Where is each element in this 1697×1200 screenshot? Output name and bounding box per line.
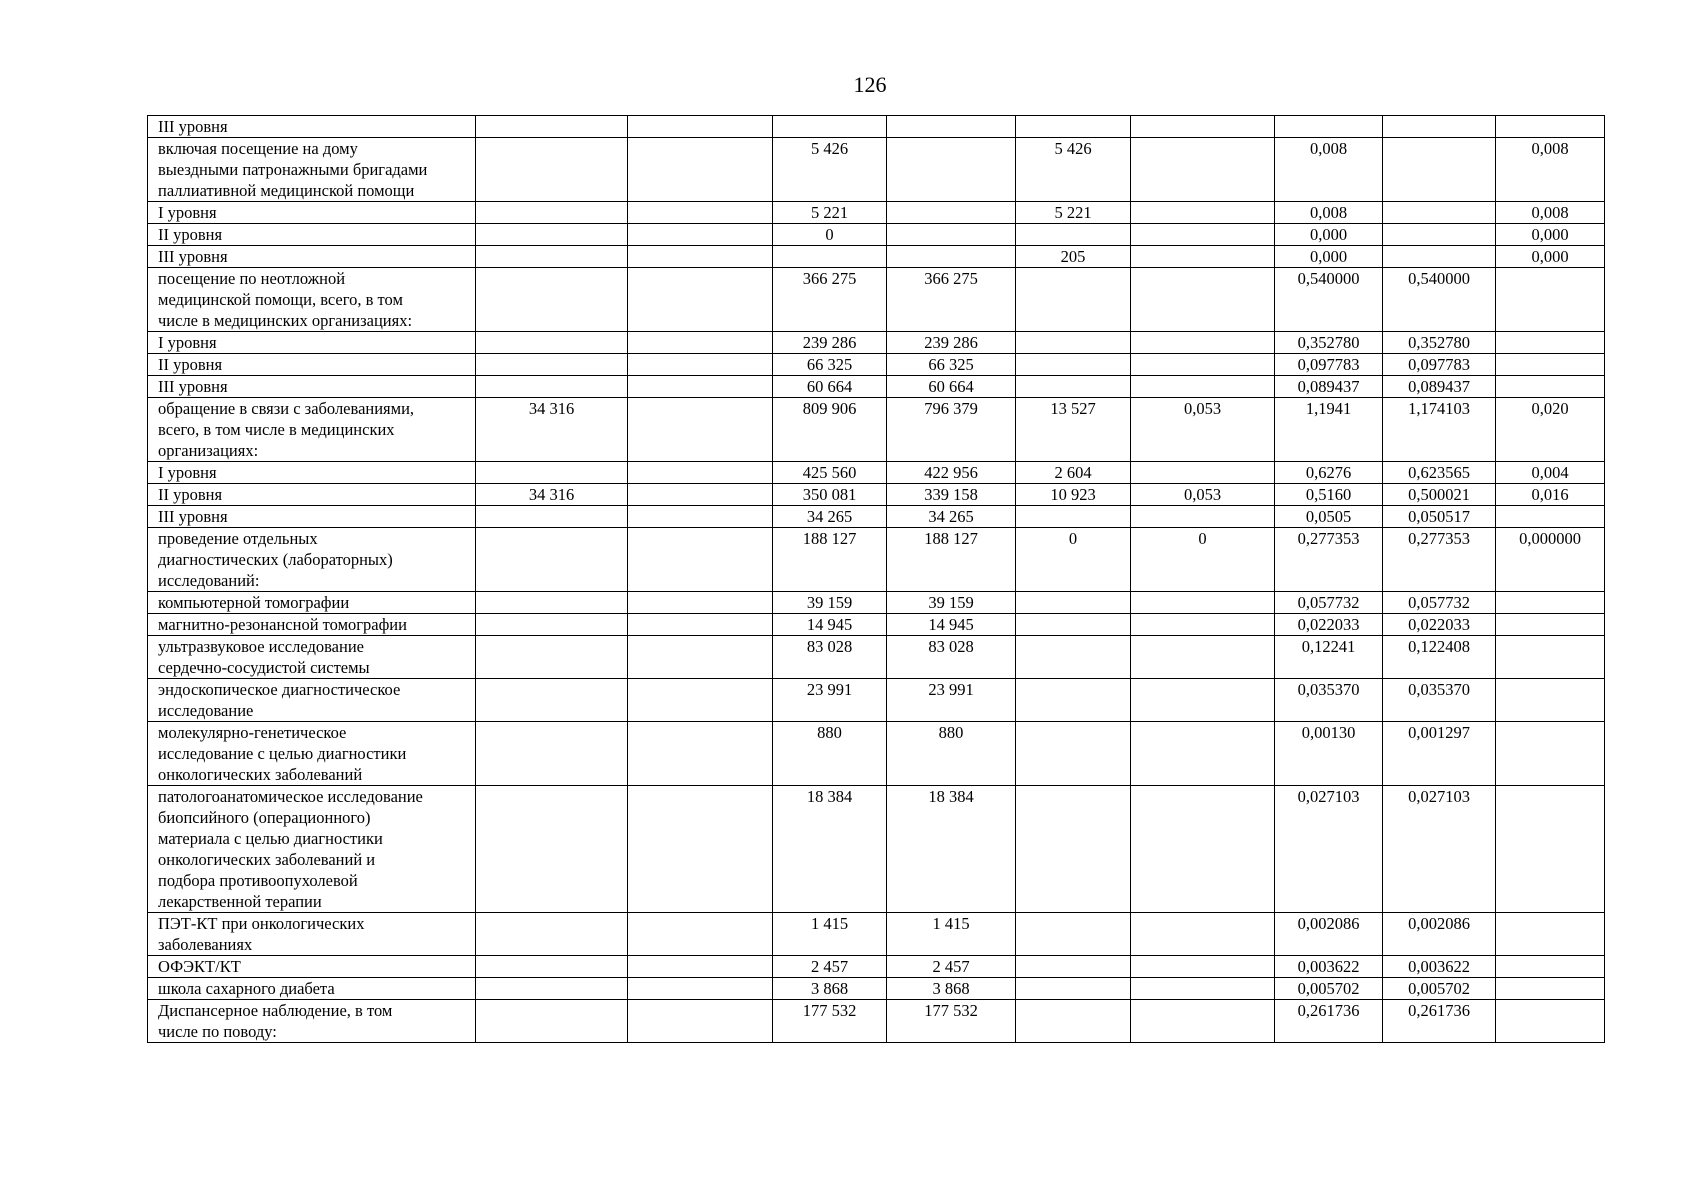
value-cell-col7: [1131, 786, 1275, 913]
value-cell-col4: 3 868: [773, 978, 887, 1000]
value-cell-col8: 0,00130: [1275, 722, 1383, 786]
value-cell-col9: 0,261736: [1383, 1000, 1496, 1043]
value-cell-col5: 18 384: [887, 786, 1016, 913]
value-cell-col10: [1496, 722, 1605, 786]
value-cell-col10: 0,004: [1496, 462, 1605, 484]
value-cell-col7: [1131, 332, 1275, 354]
value-cell-col6: [1016, 636, 1131, 679]
row-label: включая посещение на дому выездными патронажными бригадами паллиативной медицинской помощи: [148, 138, 476, 202]
value-cell-col4: 66 325: [773, 354, 887, 376]
row-label: посещение по неотложной медицинской помощи, всего, в том числе в медицинских организациях:: [148, 268, 476, 332]
value-cell-col2: [476, 592, 628, 614]
row-label: I уровня: [148, 202, 476, 224]
value-cell-col3: [628, 224, 773, 246]
row-label: II уровня: [148, 354, 476, 376]
row-label: Диспансерное наблюдение, в том числе по поводу:: [148, 1000, 476, 1043]
table-row: [148, 202, 1605, 224]
value-cell-col9: 0,500021: [1383, 484, 1496, 506]
value-cell-col8: [1275, 116, 1383, 138]
row-label: ПЭТ-КТ при онкологических заболеваниях: [148, 913, 476, 956]
table-row: [148, 636, 1605, 679]
value-cell-col8: 0,277353: [1275, 528, 1383, 592]
value-cell-col6: [1016, 332, 1131, 354]
value-cell-col7: [1131, 1000, 1275, 1043]
value-cell-col8: 0,022033: [1275, 614, 1383, 636]
value-cell-col7: [1131, 614, 1275, 636]
value-cell-col6: [1016, 268, 1131, 332]
row-label: компьютерной томографии: [148, 592, 476, 614]
value-cell-col4: 239 286: [773, 332, 887, 354]
value-cell-col5: 796 379: [887, 398, 1016, 462]
value-cell-col9: [1383, 224, 1496, 246]
value-cell-col8: 0,035370: [1275, 679, 1383, 722]
value-cell-col9: 0,057732: [1383, 592, 1496, 614]
value-cell-col9: [1383, 246, 1496, 268]
value-cell-col2: [476, 138, 628, 202]
value-cell-col6: [1016, 592, 1131, 614]
table-row: [148, 224, 1605, 246]
value-cell-col4: 34 265: [773, 506, 887, 528]
value-cell-col8: 0,003622: [1275, 956, 1383, 978]
row-label: III уровня: [148, 376, 476, 398]
value-cell-col5: 23 991: [887, 679, 1016, 722]
value-cell-col9: 0,001297: [1383, 722, 1496, 786]
table-row: [148, 246, 1605, 268]
value-cell-col9: 0,352780: [1383, 332, 1496, 354]
value-cell-col3: [628, 376, 773, 398]
value-cell-col3: [628, 506, 773, 528]
value-cell-col3: [628, 332, 773, 354]
value-cell-col5: 2 457: [887, 956, 1016, 978]
value-cell-col5: 60 664: [887, 376, 1016, 398]
value-cell-col2: [476, 332, 628, 354]
value-cell-col5: 83 028: [887, 636, 1016, 679]
value-cell-col5: 422 956: [887, 462, 1016, 484]
value-cell-col2: [476, 679, 628, 722]
value-cell-col4: 188 127: [773, 528, 887, 592]
value-cell-col4: 60 664: [773, 376, 887, 398]
value-cell-col6: [1016, 978, 1131, 1000]
value-cell-col7: [1131, 636, 1275, 679]
value-cell-col2: [476, 224, 628, 246]
table-row: [148, 614, 1605, 636]
value-cell-col8: 0,540000: [1275, 268, 1383, 332]
value-cell-col9: 0,089437: [1383, 376, 1496, 398]
value-cell-col3: [628, 138, 773, 202]
row-label: школа сахарного диабета: [148, 978, 476, 1000]
value-cell-col3: [628, 116, 773, 138]
value-cell-col2: 34 316: [476, 484, 628, 506]
table-row: [148, 462, 1605, 484]
value-cell-col7: [1131, 138, 1275, 202]
value-cell-col6: [1016, 116, 1131, 138]
value-cell-col8: 0,008: [1275, 202, 1383, 224]
value-cell-col5: 3 868: [887, 978, 1016, 1000]
value-cell-col4: 0: [773, 224, 887, 246]
table-row: [148, 786, 1605, 913]
row-label: проведение отдельных диагностических (лабораторных) исследований:: [148, 528, 476, 592]
value-cell-col6: [1016, 506, 1131, 528]
value-cell-col3: [628, 202, 773, 224]
value-cell-col3: [628, 592, 773, 614]
value-cell-col2: [476, 913, 628, 956]
value-cell-col8: 0,002086: [1275, 913, 1383, 956]
table-row: [148, 528, 1605, 592]
value-cell-col5: [887, 246, 1016, 268]
value-cell-col2: [476, 636, 628, 679]
value-cell-col10: 0,000000: [1496, 528, 1605, 592]
row-label: обращение в связи с заболеваниями, всего, в том числе в медицинских организациях:: [148, 398, 476, 462]
value-cell-col4: 177 532: [773, 1000, 887, 1043]
value-cell-col10: [1496, 956, 1605, 978]
value-cell-col2: [476, 614, 628, 636]
value-cell-col5: 239 286: [887, 332, 1016, 354]
value-cell-col8: 0,008: [1275, 138, 1383, 202]
value-cell-col10: [1496, 614, 1605, 636]
row-label: III уровня: [148, 246, 476, 268]
value-cell-col7: [1131, 956, 1275, 978]
value-cell-col9: 0,002086: [1383, 913, 1496, 956]
value-cell-col5: 188 127: [887, 528, 1016, 592]
value-cell-col3: [628, 679, 773, 722]
value-cell-col3: [628, 978, 773, 1000]
value-cell-col10: [1496, 268, 1605, 332]
value-cell-col6: [1016, 913, 1131, 956]
value-cell-col10: [1496, 636, 1605, 679]
value-cell-col10: [1496, 332, 1605, 354]
value-cell-col4: 1 415: [773, 913, 887, 956]
value-cell-col2: [476, 506, 628, 528]
value-cell-col2: [476, 354, 628, 376]
value-cell-col4: 5 426: [773, 138, 887, 202]
value-cell-col10: [1496, 978, 1605, 1000]
value-cell-col9: 0,097783: [1383, 354, 1496, 376]
value-cell-col3: [628, 1000, 773, 1043]
value-cell-col3: [628, 398, 773, 462]
value-cell-col5: [887, 138, 1016, 202]
value-cell-col7: [1131, 592, 1275, 614]
value-cell-col9: 1,174103: [1383, 398, 1496, 462]
value-cell-col2: [476, 722, 628, 786]
value-cell-col4: 83 028: [773, 636, 887, 679]
value-cell-col7: [1131, 462, 1275, 484]
value-cell-col5: 177 532: [887, 1000, 1016, 1043]
value-cell-col10: [1496, 1000, 1605, 1043]
value-cell-col6: [1016, 614, 1131, 636]
value-cell-col3: [628, 786, 773, 913]
value-cell-col5: 366 275: [887, 268, 1016, 332]
value-cell-col5: [887, 202, 1016, 224]
table-row: [148, 1000, 1605, 1043]
value-cell-col7: [1131, 202, 1275, 224]
row-label: II уровня: [148, 224, 476, 246]
value-cell-col6: 5 426: [1016, 138, 1131, 202]
value-cell-col6: 2 604: [1016, 462, 1131, 484]
value-cell-col2: [476, 528, 628, 592]
value-cell-col7: [1131, 679, 1275, 722]
row-label: эндоскопическое диагностическое исследование: [148, 679, 476, 722]
value-cell-col10: [1496, 116, 1605, 138]
value-cell-col5: 34 265: [887, 506, 1016, 528]
value-cell-col10: [1496, 354, 1605, 376]
value-cell-col10: [1496, 592, 1605, 614]
table-row: [148, 956, 1605, 978]
value-cell-col4: 809 906: [773, 398, 887, 462]
value-cell-col3: [628, 528, 773, 592]
value-cell-col5: 66 325: [887, 354, 1016, 376]
table-row: [148, 722, 1605, 786]
value-cell-col9: 0,277353: [1383, 528, 1496, 592]
value-cell-col10: 0,008: [1496, 138, 1605, 202]
table-row: [148, 332, 1605, 354]
value-cell-col8: 0,5160: [1275, 484, 1383, 506]
value-cell-col8: 0,097783: [1275, 354, 1383, 376]
table-row: [148, 268, 1605, 332]
value-cell-col6: 0: [1016, 528, 1131, 592]
value-cell-col4: 18 384: [773, 786, 887, 913]
row-label: ОФЭКТ/КТ: [148, 956, 476, 978]
value-cell-col10: 0,000: [1496, 246, 1605, 268]
value-cell-col4: [773, 246, 887, 268]
value-cell-col6: [1016, 679, 1131, 722]
value-cell-col7: 0: [1131, 528, 1275, 592]
value-cell-col3: [628, 614, 773, 636]
value-cell-col7: [1131, 354, 1275, 376]
value-cell-col6: [1016, 786, 1131, 913]
value-cell-col8: 1,1941: [1275, 398, 1383, 462]
value-cell-col8: 0,005702: [1275, 978, 1383, 1000]
value-cell-col5: 339 158: [887, 484, 1016, 506]
value-cell-col9: 0,623565: [1383, 462, 1496, 484]
value-cell-col9: 0,003622: [1383, 956, 1496, 978]
value-cell-col6: [1016, 224, 1131, 246]
value-cell-col4: 14 945: [773, 614, 887, 636]
value-cell-col9: 0,027103: [1383, 786, 1496, 913]
value-cell-col2: [476, 956, 628, 978]
value-cell-col7: [1131, 722, 1275, 786]
value-cell-col2: [476, 202, 628, 224]
value-cell-col9: 0,050517: [1383, 506, 1496, 528]
value-cell-col2: [476, 978, 628, 1000]
value-cell-col5: 39 159: [887, 592, 1016, 614]
value-cell-col8: 0,6276: [1275, 462, 1383, 484]
row-label: молекулярно-генетическое исследование с целью диагностики онкологических заболеваний: [148, 722, 476, 786]
value-cell-col3: [628, 913, 773, 956]
value-cell-col4: 5 221: [773, 202, 887, 224]
page-number: 126: [853, 72, 887, 97]
value-cell-col2: [476, 246, 628, 268]
value-cell-col10: [1496, 376, 1605, 398]
value-cell-col5: [887, 116, 1016, 138]
value-cell-col8: 0,089437: [1275, 376, 1383, 398]
value-cell-col10: [1496, 506, 1605, 528]
value-cell-col6: 5 221: [1016, 202, 1131, 224]
value-cell-col2: [476, 268, 628, 332]
value-cell-col8: 0,261736: [1275, 1000, 1383, 1043]
value-cell-col7: [1131, 268, 1275, 332]
row-label: III уровня: [148, 116, 476, 138]
value-cell-col8: 0,057732: [1275, 592, 1383, 614]
value-cell-col6: 13 527: [1016, 398, 1131, 462]
value-cell-col3: [628, 722, 773, 786]
value-cell-col10: 0,020: [1496, 398, 1605, 462]
row-label: магнитно-резонансной томографии: [148, 614, 476, 636]
table-row: [148, 376, 1605, 398]
table-row: [148, 138, 1605, 202]
value-cell-col5: 14 945: [887, 614, 1016, 636]
value-cell-col9: 0,005702: [1383, 978, 1496, 1000]
value-cell-col9: 0,022033: [1383, 614, 1496, 636]
value-cell-col4: 39 159: [773, 592, 887, 614]
value-cell-col2: [476, 116, 628, 138]
value-cell-col10: [1496, 786, 1605, 913]
value-cell-col7: [1131, 506, 1275, 528]
value-cell-col4: 350 081: [773, 484, 887, 506]
value-cell-col4: [773, 116, 887, 138]
value-cell-col4: 425 560: [773, 462, 887, 484]
table-row: [148, 484, 1605, 506]
table-row: [148, 116, 1605, 138]
value-cell-col3: [628, 246, 773, 268]
table-row: [148, 978, 1605, 1000]
table-row: [148, 679, 1605, 722]
value-cell-col6: [1016, 354, 1131, 376]
row-label: I уровня: [148, 462, 476, 484]
value-cell-col7: [1131, 224, 1275, 246]
value-cell-col8: 0,027103: [1275, 786, 1383, 913]
value-cell-col8: 0,000: [1275, 246, 1383, 268]
value-cell-col7: [1131, 116, 1275, 138]
value-cell-col5: 880: [887, 722, 1016, 786]
table-row: [148, 592, 1605, 614]
value-cell-col4: 23 991: [773, 679, 887, 722]
value-cell-col6: 205: [1016, 246, 1131, 268]
value-cell-col9: 0,035370: [1383, 679, 1496, 722]
row-label: III уровня: [148, 506, 476, 528]
value-cell-col6: [1016, 956, 1131, 978]
value-cell-col4: 366 275: [773, 268, 887, 332]
value-cell-col7: [1131, 978, 1275, 1000]
value-cell-col3: [628, 354, 773, 376]
value-cell-col8: 0,12241: [1275, 636, 1383, 679]
table-body: [148, 116, 1605, 1043]
value-cell-col9: [1383, 116, 1496, 138]
row-label: I уровня: [148, 332, 476, 354]
value-cell-col2: [476, 1000, 628, 1043]
value-cell-col2: [476, 462, 628, 484]
value-cell-col6: 10 923: [1016, 484, 1131, 506]
value-cell-col4: 2 457: [773, 956, 887, 978]
value-cell-col9: 0,540000: [1383, 268, 1496, 332]
value-cell-col3: [628, 956, 773, 978]
value-cell-col6: [1016, 722, 1131, 786]
value-cell-col10: [1496, 913, 1605, 956]
value-cell-col8: 0,352780: [1275, 332, 1383, 354]
table-row: [148, 506, 1605, 528]
value-cell-col7: [1131, 246, 1275, 268]
value-cell-col10: 0,000: [1496, 224, 1605, 246]
value-cell-col9: [1383, 138, 1496, 202]
value-cell-col7: [1131, 913, 1275, 956]
value-cell-col3: [628, 484, 773, 506]
value-cell-col10: 0,008: [1496, 202, 1605, 224]
value-cell-col8: 0,000: [1275, 224, 1383, 246]
value-cell-col5: [887, 224, 1016, 246]
table-row: [148, 354, 1605, 376]
value-cell-col7: 0,053: [1131, 398, 1275, 462]
row-label: ультразвуковое исследование сердечно-сосудистой системы: [148, 636, 476, 679]
value-cell-col3: [628, 462, 773, 484]
table-row: [148, 913, 1605, 956]
value-cell-col2: [476, 786, 628, 913]
value-cell-col10: 0,016: [1496, 484, 1605, 506]
value-cell-col9: 0,122408: [1383, 636, 1496, 679]
value-cell-col2: [476, 376, 628, 398]
value-cell-col8: 0,0505: [1275, 506, 1383, 528]
value-cell-col7: [1131, 376, 1275, 398]
data-table: [147, 115, 1605, 1043]
row-label: II уровня: [148, 484, 476, 506]
value-cell-col7: 0,053: [1131, 484, 1275, 506]
value-cell-col3: [628, 636, 773, 679]
value-cell-col6: [1016, 376, 1131, 398]
value-cell-col5: 1 415: [887, 913, 1016, 956]
value-cell-col4: 880: [773, 722, 887, 786]
table-row: [148, 398, 1605, 462]
value-cell-col10: [1496, 679, 1605, 722]
value-cell-col9: [1383, 202, 1496, 224]
value-cell-col2: 34 316: [476, 398, 628, 462]
row-label: патологоанатомическое исследование биопсийного (операционного) материала с целью диагностики онкологических заболеваний и подбора противоопухолевой лекарственной терапии: [148, 786, 476, 913]
value-cell-col6: [1016, 1000, 1131, 1043]
value-cell-col3: [628, 268, 773, 332]
